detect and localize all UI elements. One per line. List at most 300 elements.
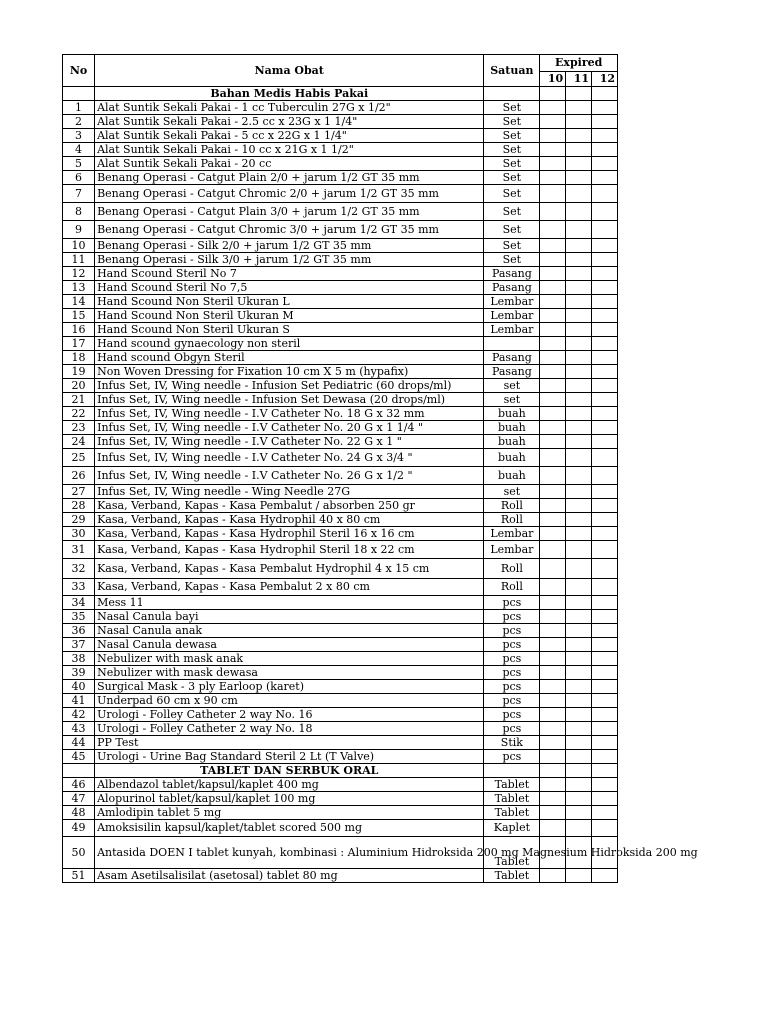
expired-11-cell xyxy=(566,792,592,806)
medicine-name: Kasa, Verband, Kapas - Kasa Hydrophil Steril 18 x 22 cm xyxy=(95,541,484,559)
expired-10-cell xyxy=(540,203,566,221)
expired-11-cell xyxy=(566,295,592,309)
table-row xyxy=(63,736,618,750)
table-row xyxy=(63,267,618,281)
expired-11-cell xyxy=(566,185,592,203)
table-row xyxy=(63,722,618,736)
unit-cell: pcs xyxy=(484,666,540,680)
expired-10-cell xyxy=(540,806,566,820)
row-number: 41 xyxy=(63,694,95,708)
unit-cell: buah xyxy=(484,449,540,467)
table-row xyxy=(63,157,618,171)
table-row xyxy=(63,513,618,527)
row-number: 14 xyxy=(63,295,95,309)
expired-11-cell xyxy=(566,610,592,624)
medicine-name: Hand scound gynaecology non steril xyxy=(95,337,484,351)
expired-10-cell xyxy=(540,449,566,467)
medicine-name: Hand Scound Steril No 7 xyxy=(95,267,484,281)
table-row xyxy=(63,143,618,157)
table-row xyxy=(63,837,618,869)
table-row xyxy=(63,435,618,449)
row-number: 10 xyxy=(63,239,95,253)
expired-12-cell xyxy=(592,869,618,883)
table-row xyxy=(63,203,618,221)
section-header-row xyxy=(63,764,618,778)
row-number: 39 xyxy=(63,666,95,680)
medicine-name: Underpad 60 cm x 90 cm xyxy=(95,694,484,708)
expired-11-cell xyxy=(566,365,592,379)
expired-12-cell xyxy=(592,708,618,722)
unit-cell: Set xyxy=(484,239,540,253)
table-row xyxy=(63,309,618,323)
table-row xyxy=(63,295,618,309)
row-number: 44 xyxy=(63,736,95,750)
section-title: TABLET DAN SERBUK ORAL xyxy=(95,764,484,778)
unit-cell: Set xyxy=(484,185,540,203)
expired-12-cell xyxy=(592,596,618,610)
expired-12-cell xyxy=(592,435,618,449)
expired-12-cell xyxy=(592,541,618,559)
expired-10-cell xyxy=(540,239,566,253)
expired-12-cell xyxy=(592,579,618,596)
expired-11-cell xyxy=(566,750,592,764)
unit-cell: Set xyxy=(484,115,540,129)
unit-cell: Pasang xyxy=(484,365,540,379)
expired-11-cell xyxy=(566,449,592,467)
expired-11-cell xyxy=(566,806,592,820)
table-row xyxy=(63,281,618,295)
row-number: 23 xyxy=(63,421,95,435)
row-number: 6 xyxy=(63,171,95,185)
medicine-name: Amoksisilin kapsul/kaplet/tablet scored 500 mg xyxy=(95,820,484,837)
expired-12-cell xyxy=(592,792,618,806)
expired-11-cell xyxy=(566,736,592,750)
unit-cell: Roll xyxy=(484,579,540,596)
expired-10-cell xyxy=(540,666,566,680)
expired-10-cell xyxy=(540,281,566,295)
expired-11-cell xyxy=(566,680,592,694)
medicine-name: Surgical Mask - 3 ply Earloop (karet) xyxy=(95,680,484,694)
expired-11-cell xyxy=(566,157,592,171)
expired-12-cell xyxy=(592,267,618,281)
expired-12-cell xyxy=(592,253,618,267)
medicine-name: Hand Scound Steril No 7,5 xyxy=(95,281,484,295)
unit-cell: pcs xyxy=(484,596,540,610)
unit-cell: Lembar xyxy=(484,295,540,309)
expired-10-cell xyxy=(540,694,566,708)
expired-10-cell xyxy=(540,295,566,309)
expired-11-cell xyxy=(566,579,592,596)
section-expired-cell xyxy=(592,764,618,778)
unit-cell: Stik xyxy=(484,736,540,750)
row-number: 17 xyxy=(63,337,95,351)
row-number: 50 xyxy=(63,837,95,869)
section-satuan-cell xyxy=(484,87,540,101)
expired-10-cell xyxy=(540,185,566,203)
table-row xyxy=(63,337,618,351)
unit-cell: Set xyxy=(484,203,540,221)
expired-10-cell xyxy=(540,157,566,171)
unit-cell: set xyxy=(484,379,540,393)
expired-12-cell xyxy=(592,239,618,253)
unit-cell: Lembar xyxy=(484,527,540,541)
medicine-name: Nasal Canula bayi xyxy=(95,610,484,624)
medicine-name: Hand Scound Non Steril Ukuran M xyxy=(95,309,484,323)
medicine-name: Infus Set, IV, Wing needle - I.V Catheter No. 24 G x 3/4 " xyxy=(95,449,484,467)
expired-10-cell xyxy=(540,407,566,421)
table-row xyxy=(63,393,618,407)
expired-11-cell xyxy=(566,624,592,638)
medicine-name: Nasal Canula dewasa xyxy=(95,638,484,652)
expired-10-cell xyxy=(540,435,566,449)
medicine-name: Hand scound Obgyn Steril xyxy=(95,351,484,365)
unit-cell: Set xyxy=(484,221,540,239)
expired-12-cell xyxy=(592,638,618,652)
expired-11-cell xyxy=(566,143,592,157)
expired-12-cell xyxy=(592,115,618,129)
table-row xyxy=(63,185,618,203)
table-row xyxy=(63,449,618,467)
unit-cell: Tablet xyxy=(484,778,540,792)
unit-cell: Set xyxy=(484,129,540,143)
table-row xyxy=(63,499,618,513)
expired-12-cell xyxy=(592,559,618,579)
expired-11-cell xyxy=(566,281,592,295)
table-row xyxy=(63,421,618,435)
row-number: 26 xyxy=(63,467,95,485)
medicine-name: Alat Suntik Sekali Pakai - 1 cc Tuberculin 27G x 1/2" xyxy=(95,101,484,115)
row-number: 43 xyxy=(63,722,95,736)
medicine-name: Non Woven Dressing for Fixation 10 cm X 5 m (hypafix) xyxy=(95,365,484,379)
expired-12-cell xyxy=(592,129,618,143)
medicine-name: Infus Set, IV, Wing needle - Infusion Set Pediatric (60 drops/ml) xyxy=(95,379,484,393)
section-satuan-cell xyxy=(484,764,540,778)
expired-11-cell xyxy=(566,485,592,499)
unit-cell: Tablet xyxy=(484,837,540,869)
table-row xyxy=(63,485,618,499)
expired-10-cell xyxy=(540,129,566,143)
expired-12-cell xyxy=(592,203,618,221)
expired-10-cell xyxy=(540,267,566,281)
expired-12-cell xyxy=(592,736,618,750)
unit-cell: buah xyxy=(484,467,540,485)
row-number: 28 xyxy=(63,499,95,513)
table-row xyxy=(63,559,618,579)
table-row xyxy=(63,820,618,837)
table-row xyxy=(63,239,618,253)
expired-12-cell xyxy=(592,624,618,638)
expired-12-cell xyxy=(592,680,618,694)
expired-10-cell xyxy=(540,579,566,596)
row-number: 48 xyxy=(63,806,95,820)
expired-11-cell xyxy=(566,467,592,485)
expired-12-cell xyxy=(592,407,618,421)
table-row xyxy=(63,171,618,185)
medicine-name: Hand Scound Non Steril Ukuran S xyxy=(95,323,484,337)
row-number: 42 xyxy=(63,708,95,722)
medicine-name: Infus Set, IV, Wing needle - Wing Needle 27G xyxy=(95,485,484,499)
row-number: 40 xyxy=(63,680,95,694)
expired-11-cell xyxy=(566,652,592,666)
expired-10-cell xyxy=(540,323,566,337)
expired-10-cell xyxy=(540,253,566,267)
expired-10-cell xyxy=(540,143,566,157)
header-no: No xyxy=(63,55,95,87)
section-no-cell xyxy=(63,87,95,101)
row-number: 13 xyxy=(63,281,95,295)
medicine-name: Benang Operasi - Catgut Plain 2/0 + jarum 1/2 GT 35 mm xyxy=(95,171,484,185)
expired-11-cell xyxy=(566,527,592,541)
expired-12-cell xyxy=(592,379,618,393)
row-number: 5 xyxy=(63,157,95,171)
expired-10-cell xyxy=(540,559,566,579)
medicine-name: Benang Operasi - Silk 3/0 + jarum 1/2 GT 35 mm xyxy=(95,253,484,267)
table-row xyxy=(63,467,618,485)
expired-10-cell xyxy=(540,722,566,736)
table-row xyxy=(63,221,618,239)
expired-11-cell xyxy=(566,337,592,351)
unit-cell: pcs xyxy=(484,610,540,624)
expired-12-cell xyxy=(592,652,618,666)
medicine-name: Nasal Canula anak xyxy=(95,624,484,638)
unit-cell: Pasang xyxy=(484,351,540,365)
expired-12-cell xyxy=(592,143,618,157)
medicine-name: Benang Operasi - Catgut Plain 3/0 + jarum 1/2 GT 35 mm xyxy=(95,203,484,221)
row-number: 22 xyxy=(63,407,95,421)
expired-11-cell xyxy=(566,253,592,267)
row-number: 3 xyxy=(63,129,95,143)
expired-12-cell xyxy=(592,365,618,379)
row-number: 7 xyxy=(63,185,95,203)
medicine-name: Alopurinol tablet/kapsul/kaplet 100 mg xyxy=(95,792,484,806)
unit-cell: Roll xyxy=(484,513,540,527)
expired-12-cell xyxy=(592,499,618,513)
medicine-name: Infus Set, IV, Wing needle - I.V Catheter No. 20 G x 1 1/4 " xyxy=(95,421,484,435)
table-row xyxy=(63,527,618,541)
expired-10-cell xyxy=(540,393,566,407)
table-row xyxy=(63,624,618,638)
expired-12-cell xyxy=(592,750,618,764)
expired-12-cell xyxy=(592,513,618,527)
medicine-name: Kasa, Verband, Kapas - Kasa Pembalut Hydrophil 4 x 15 cm xyxy=(95,559,484,579)
unit-cell: set xyxy=(484,485,540,499)
unit-cell: buah xyxy=(484,407,540,421)
header-row xyxy=(63,55,618,72)
medicine-name: Kasa, Verband, Kapas - Kasa Hydrophil Steril 16 x 16 cm xyxy=(95,527,484,541)
unit-cell: Kaplet xyxy=(484,820,540,837)
expired-10-cell xyxy=(540,351,566,365)
row-number: 2 xyxy=(63,115,95,129)
expired-12-cell xyxy=(592,449,618,467)
expired-12-cell xyxy=(592,157,618,171)
unit-cell: Roll xyxy=(484,499,540,513)
medicine-name: Infus Set, IV, Wing needle - I.V Catheter No. 22 G x 1 " xyxy=(95,435,484,449)
expired-11-cell xyxy=(566,596,592,610)
table-row xyxy=(63,666,618,680)
expired-10-cell xyxy=(540,792,566,806)
unit-cell: Lembar xyxy=(484,323,540,337)
expired-11-cell xyxy=(566,638,592,652)
medicine-name: Kasa, Verband, Kapas - Kasa Hydrophil 40 x 80 cm xyxy=(95,513,484,527)
expired-12-cell xyxy=(592,221,618,239)
row-number: 31 xyxy=(63,541,95,559)
expired-10-cell xyxy=(540,610,566,624)
header-satuan: Satuan xyxy=(484,55,540,87)
table-row xyxy=(63,652,618,666)
table-row xyxy=(63,365,618,379)
expired-10-cell xyxy=(540,115,566,129)
medicine-name: Infus Set, IV, Wing needle - I.V Catheter No. 18 G x 32 mm xyxy=(95,407,484,421)
unit-cell: pcs xyxy=(484,750,540,764)
row-number: 32 xyxy=(63,559,95,579)
medicine-name: Infus Set, IV, Wing needle - Infusion Set Dewasa (20 drops/ml) xyxy=(95,393,484,407)
expired-11-cell xyxy=(566,513,592,527)
unit-cell: Tablet xyxy=(484,869,540,883)
row-number: 36 xyxy=(63,624,95,638)
unit-cell: set xyxy=(484,393,540,407)
expired-12-cell xyxy=(592,101,618,115)
table-row xyxy=(63,694,618,708)
medicine-name: Mess 11 xyxy=(95,596,484,610)
row-number: 49 xyxy=(63,820,95,837)
table-row xyxy=(63,750,618,764)
expired-12-cell xyxy=(592,694,618,708)
table-row xyxy=(63,778,618,792)
expired-10-cell xyxy=(540,527,566,541)
expired-10-cell xyxy=(540,778,566,792)
expired-10-cell xyxy=(540,541,566,559)
row-number: 25 xyxy=(63,449,95,467)
row-number: 8 xyxy=(63,203,95,221)
expired-10-cell xyxy=(540,596,566,610)
table-row xyxy=(63,579,618,596)
medicine-name: Benang Operasi - Catgut Chromic 3/0 + jarum 1/2 GT 35 mm xyxy=(95,221,484,239)
expired-12-cell xyxy=(592,485,618,499)
section-expired-cell xyxy=(566,87,592,101)
row-number: 9 xyxy=(63,221,95,239)
unit-cell: pcs xyxy=(484,694,540,708)
medicine-name: Albendazol tablet/kapsul/kaplet 400 mg xyxy=(95,778,484,792)
row-number: 15 xyxy=(63,309,95,323)
expired-10-cell xyxy=(540,221,566,239)
expired-10-cell xyxy=(540,467,566,485)
expired-11-cell xyxy=(566,694,592,708)
table-row xyxy=(63,792,618,806)
expired-11-cell xyxy=(566,708,592,722)
row-number: 29 xyxy=(63,513,95,527)
medicine-name: Infus Set, IV, Wing needle - I.V Catheter No. 26 G x 1/2 " xyxy=(95,467,484,485)
expired-12-cell xyxy=(592,393,618,407)
expired-12-cell xyxy=(592,467,618,485)
medicine-name: Nebulizer with mask anak xyxy=(95,652,484,666)
table-row xyxy=(63,253,618,267)
header-nama-obat: Nama Obat xyxy=(95,55,484,87)
header-expired-12: 12 xyxy=(592,72,618,87)
expired-11-cell xyxy=(566,101,592,115)
expired-10-cell xyxy=(540,485,566,499)
expired-12-cell xyxy=(592,527,618,541)
expired-11-cell xyxy=(566,309,592,323)
expired-10-cell xyxy=(540,101,566,115)
expired-12-cell xyxy=(592,666,618,680)
header-expired-10: 10 xyxy=(540,72,566,87)
header-expired: Expired xyxy=(540,55,618,72)
section-expired-cell xyxy=(566,764,592,778)
expired-11-cell xyxy=(566,379,592,393)
medicine-name: Alat Suntik Sekali Pakai - 2.5 cc x 23G x 1 1/4" xyxy=(95,115,484,129)
row-number: 34 xyxy=(63,596,95,610)
unit-cell: buah xyxy=(484,421,540,435)
table-row xyxy=(63,638,618,652)
unit-cell: Set xyxy=(484,101,540,115)
row-number: 27 xyxy=(63,485,95,499)
row-number: 20 xyxy=(63,379,95,393)
expired-12-cell xyxy=(592,309,618,323)
medicine-name: Kasa, Verband, Kapas - Kasa Pembalut / absorben 250 gr xyxy=(95,499,484,513)
unit-cell: Set xyxy=(484,157,540,171)
row-number: 35 xyxy=(63,610,95,624)
table-row xyxy=(63,129,618,143)
expired-11-cell xyxy=(566,239,592,253)
table-row xyxy=(63,806,618,820)
expired-11-cell xyxy=(566,393,592,407)
unit-cell: Lembar xyxy=(484,541,540,559)
row-number: 46 xyxy=(63,778,95,792)
expired-12-cell xyxy=(592,171,618,185)
expired-10-cell xyxy=(540,680,566,694)
expired-11-cell xyxy=(566,115,592,129)
medicine-name: Alat Suntik Sekali Pakai - 5 cc x 22G x 1 1/4" xyxy=(95,129,484,143)
expired-11-cell xyxy=(566,421,592,435)
table-row xyxy=(63,351,618,365)
unit-cell: Tablet xyxy=(484,806,540,820)
unit-cell: pcs xyxy=(484,652,540,666)
expired-10-cell xyxy=(540,652,566,666)
section-title: Bahan Medis Habis Pakai xyxy=(95,87,484,101)
expired-12-cell xyxy=(592,421,618,435)
section-expired-cell xyxy=(592,87,618,101)
table-row xyxy=(63,115,618,129)
expired-12-cell xyxy=(592,281,618,295)
row-number: 21 xyxy=(63,393,95,407)
unit-cell: pcs xyxy=(484,722,540,736)
unit-cell: Set xyxy=(484,253,540,267)
expired-11-cell xyxy=(566,129,592,143)
expired-10-cell xyxy=(540,736,566,750)
medicine-name: Urologi - Urine Bag Standard Steril 2 Lt (T Valve) xyxy=(95,750,484,764)
table-row xyxy=(63,323,618,337)
expired-11-cell xyxy=(566,221,592,239)
expired-10-cell xyxy=(540,171,566,185)
medicine-name: Benang Operasi - Catgut Chromic 2/0 + jarum 1/2 GT 35 mm xyxy=(95,185,484,203)
medicine-name: Asam Asetilsalisilat (asetosal) tablet 80 mg xyxy=(95,869,484,883)
expired-11-cell xyxy=(566,323,592,337)
table-row xyxy=(63,680,618,694)
expired-10-cell xyxy=(540,708,566,722)
unit-cell xyxy=(484,337,540,351)
table-body xyxy=(63,86,698,883)
medicine-name: Amlodipin tablet 5 mg xyxy=(95,806,484,820)
unit-cell: pcs xyxy=(484,680,540,694)
medicine-name: PP Test xyxy=(95,736,484,750)
row-number: 16 xyxy=(63,323,95,337)
expired-10-cell xyxy=(540,365,566,379)
unit-cell: pcs xyxy=(484,708,540,722)
expired-10-cell xyxy=(540,337,566,351)
expired-11-cell xyxy=(566,820,592,837)
row-number: 45 xyxy=(63,750,95,764)
section-expired-cell xyxy=(540,87,566,101)
